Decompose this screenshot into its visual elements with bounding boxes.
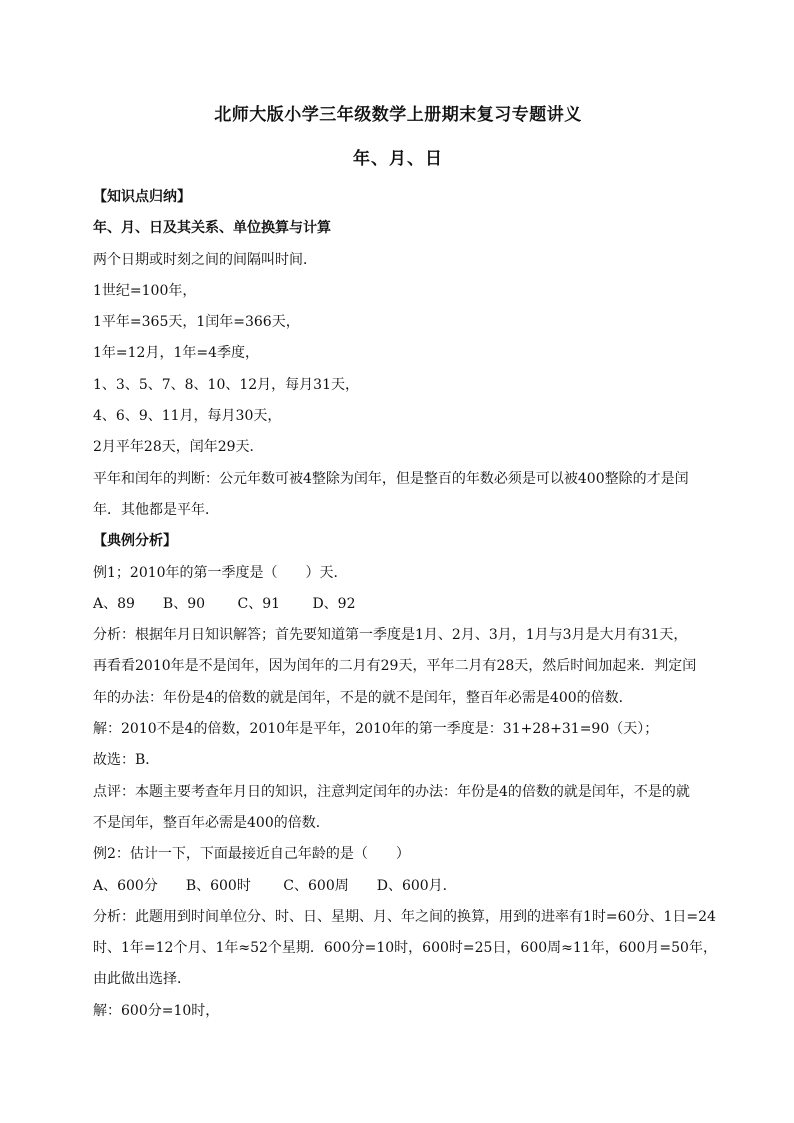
topic-heading: 年、月、日及其关系、单位换算与计算	[93, 220, 331, 237]
text-line: 1世纪=100年，	[93, 282, 197, 299]
text-line: 4、6、9、11月，每月30天，	[93, 408, 282, 425]
text-line: 年．其他都是平年．	[93, 501, 219, 518]
text-line: 平年和闰年的判断：公元年数可被4整除为闰年，但是整百的年数必须是可以被400整除的才是闰	[93, 470, 689, 487]
solution-line: 解：2010不是4的倍数，2010年是平年，2010年的第一季度是：31+28+31=90（天）；	[93, 721, 659, 738]
text-line: 2月平年28天，闰年29天．	[93, 439, 264, 456]
example-question: 例2：估计一下，下面最接近自己年龄的是（ ）	[93, 846, 410, 863]
text-line: 两个日期或时刻之间的间隔叫时间．	[93, 251, 317, 268]
analysis-line: 年的办法：年份是4的倍数的就是闰年，不是的就不是闰年，整百年必需是400的倍数．	[93, 689, 633, 706]
answer-line: 故选：B．	[93, 752, 160, 769]
comment-line: 点评：本题主要考查年月日的知识，注意判定闰年的办法：年份是4的倍数的就是闰年，不是的就	[93, 783, 690, 800]
example-options: A、600分 B、600时 C、600周 D、600月．	[93, 877, 457, 894]
text-line: 1、3、5、7、8、10、12月，每月31天，	[93, 376, 359, 393]
analysis-line: 再看看2010年是不是闰年，因为闰年的二月有29天，平年二月有28天，然后时间加起来．判定闰	[93, 658, 697, 675]
example-options: A、89 B、90 C、91 D、92	[93, 595, 356, 612]
section-heading-examples: 【典例分析】	[93, 533, 177, 550]
analysis-line: 时、1年=12个月、1年≈52个星期．600分=10时，600时=25日，600周≈11年，600月=50年，	[93, 940, 717, 957]
section-heading-knowledge: 【知识点归纳】	[93, 189, 191, 205]
text-line: 1平年=365天，1闰年=366天，	[93, 314, 300, 331]
analysis-line: 分析：根据年月日知识解答；首先要知道第一季度是1月、2月、3月，1月与3月是大月有31天，	[93, 627, 688, 644]
document-title: 北师大版小学三年级数学上册期末复习专题讲义	[214, 105, 582, 125]
analysis-line: 由此做出选择．	[93, 971, 191, 988]
solution-line: 解：600分=10时，	[93, 1002, 220, 1019]
document-content	[93, 102, 717, 1027]
text-line: 1年=12月，1年=4季度，	[93, 345, 259, 362]
document-subtitle: 年、月、日	[353, 149, 443, 169]
example-question: 例1；2010年的第一季度是（ ）天．	[93, 564, 348, 581]
analysis-line: 分析：此题用到时间单位分、时、日、星期、月、年之间的换算，用到的进率有1时=60分、1日=24	[93, 908, 716, 925]
comment-line: 不是闰年，整百年必需是400的倍数．	[93, 814, 330, 831]
